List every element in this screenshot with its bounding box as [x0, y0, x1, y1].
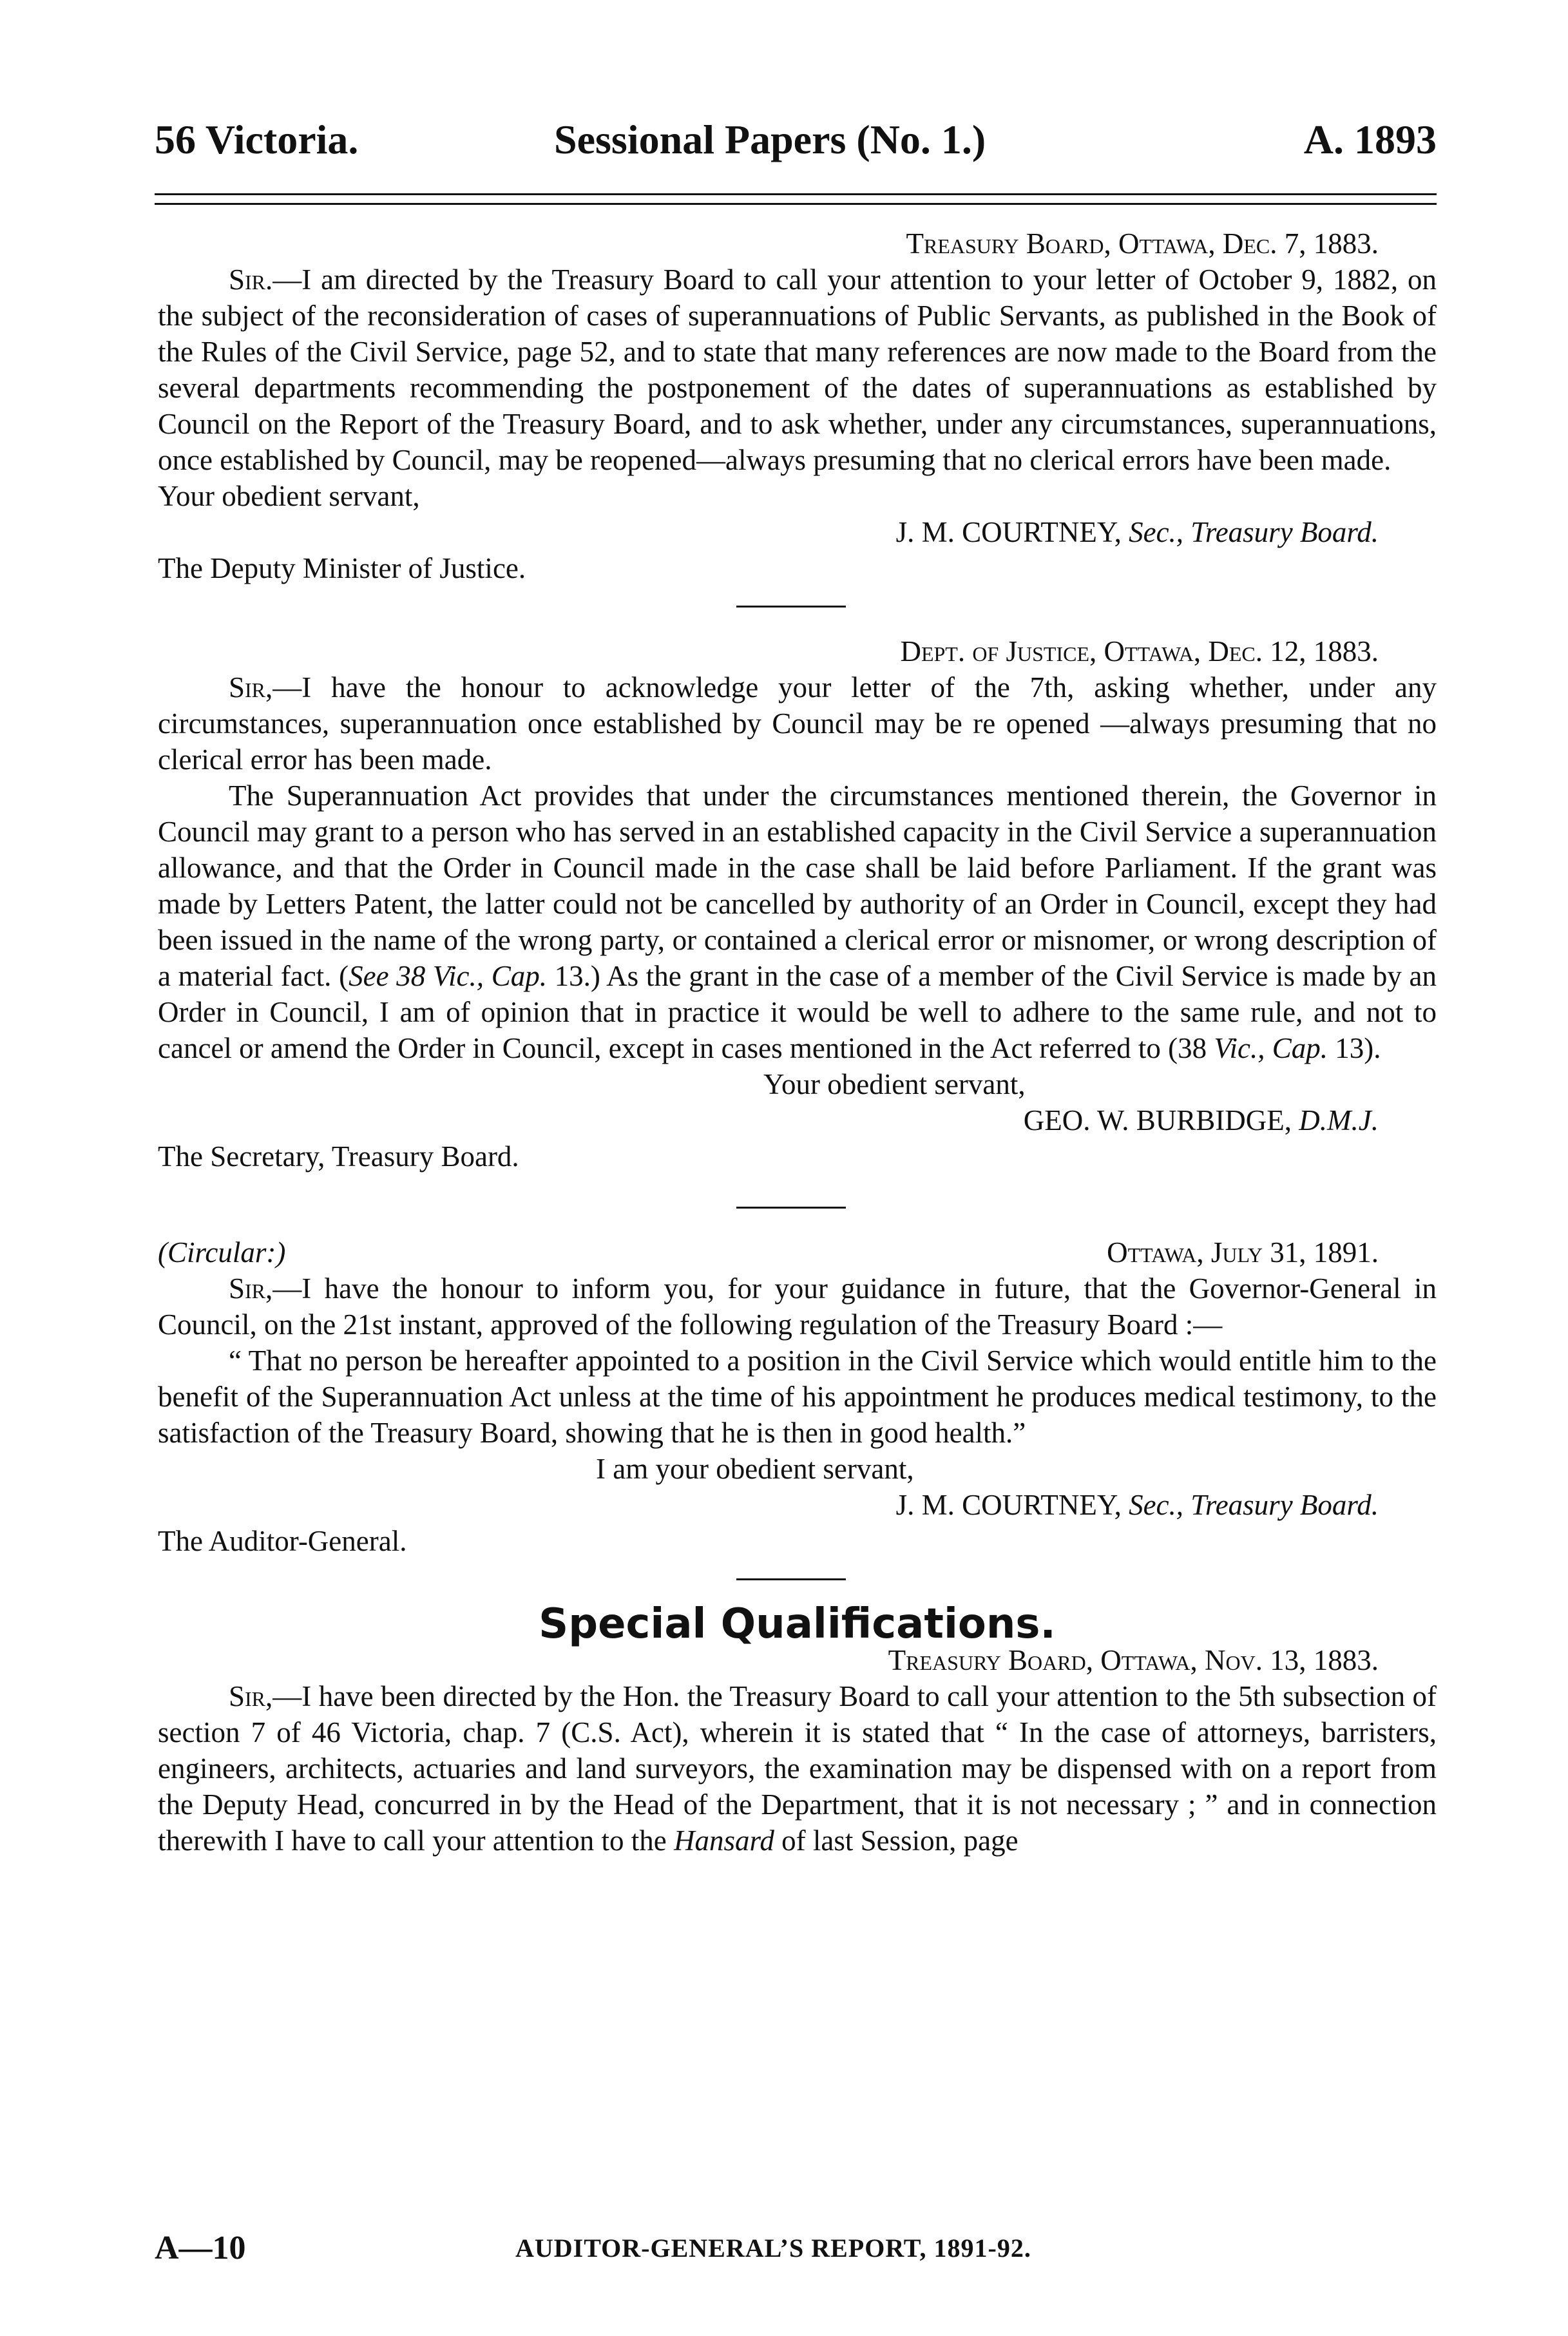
- section-dateline: Treasury Board, Ottawa, Nov. 13, 1883.: [888, 1644, 1379, 1676]
- letter1-addressee: The Deputy Minister of Justice.: [158, 552, 526, 584]
- separator-rule: [736, 1207, 846, 1209]
- letter1-signature-title: Sec., Treasury Board.: [1129, 516, 1379, 548]
- footer-report-title: AUDITOR-GENERAL’S REPORT, 1891-92.: [515, 2234, 1031, 2263]
- letter1-dateline: Treasury Board, Ottawa, Dec. 7, 1883.: [906, 227, 1379, 260]
- page-header: [155, 103, 1437, 174]
- circular-closing: I am your obedient servant,: [596, 1453, 914, 1485]
- letter1-text: —I am directed by the Treasury Board to call your attention to your letter of October 9, 1882, on the subject of the reconsideration of cases of superannuations of Public Servants, as published in the Book of the Rules of the Civil Service, page 52, and to state that many references are now made to the Board from the several departments recommending the postponement of the dates of superannuations as established by Council on the Report of the Treasury Board, and to ask whether, under any circumstances, superannuations, once established by Council, may be reopened—always presuming that no clerical errors have been made.: [158, 263, 1437, 476]
- circular-quote: “ That no person be hereafter appointed to a position in the Civil Service which would entitle him to the benefit of the Superannuation Act unless at the time of his appointment he produces medical testimony, to the satisfaction of the Treasury Board, showing that he is then in good health.”: [158, 1345, 1437, 1449]
- circular-body: Sir,—I have the honour to inform you, for your guidance in future, that the Governor-General in Council, on the 21st instant, approved of the following regulation of the Treasury Board :—: [158, 1272, 1437, 1341]
- header-session: 56 Victoria.: [155, 117, 359, 162]
- letter2-signature-title: D.M.J.: [1299, 1104, 1379, 1136]
- letter1-salutation: Sir.: [229, 263, 273, 296]
- circular-dateline: Ottawa, July 31, 1891.: [1107, 1236, 1379, 1269]
- section-body: Sir,—I have been directed by the Hon. the Treasury Board to call your attention to the 5th subsection of section 7 of 46 Victoria, chap. 7 (C.S. Act), wherein it is stated that “ In the case of attorneys, barristers, engineers, architects, actuaries and land surveyors, the examination may be dispensed with on a report from the Deputy Head, concurred in by the Head of the Department, that it is not necessary ; ” and in connection therewith I have to call your attention to the Hansard of last Session, page: [158, 1680, 1437, 1857]
- letter2-dateline: Dept. of Justice, Ottawa, Dec. 12, 1883.: [900, 635, 1379, 667]
- hansard-reference: Hansard: [674, 1824, 774, 1857]
- circular-salutation: Sir,: [229, 1272, 273, 1305]
- header-rule: [155, 193, 1437, 205]
- section-heading: Special Qualifications.: [539, 1600, 1056, 1648]
- separator-rule: [736, 606, 846, 608]
- letter2-addressee: The Secretary, Treasury Board.: [158, 1140, 519, 1173]
- header-year: A. 1893: [1303, 117, 1437, 162]
- circular-header-row: [158, 1234, 1437, 1270]
- section-salutation: Sir,: [229, 1680, 273, 1712]
- letter2-body2: The Superannuation Act provides that under the circumstances mentioned therein, the Governor in Council may grant to a person who has served in an established capacity in the Civil Service a superannuation allowance, and that the Order in Council made in the case shall be laid before Parliament. If the grant was made by Letters Patent, the latter could not be cancelled by authority of an Order in Council, except they had been issued in the name of the wrong party, or contained a clerical error or misnomer, or wrong description of a material fact. (See 38 Vic., Cap. 13.) As the grant in the case of a member of the Civil Service is made by an Order in Council, I am of opinion that in practice it would be well to adhere to the same rule, and not to cancel or amend the Order in Council, except in cases mentioned in the Act referred to (38 Vic., Cap. 13).: [158, 780, 1437, 1064]
- separator-rule: [736, 1578, 846, 1580]
- page-content: [158, 225, 1437, 1859]
- circular-addressee: The Auditor-General.: [158, 1525, 407, 1557]
- circular-signature-title: Sec., Treasury Board.: [1129, 1489, 1379, 1521]
- letter2-salutation: Sir,: [229, 671, 273, 704]
- letter2-signature: GEO. W. BURBIDGE, D.M.J.: [1023, 1104, 1379, 1136]
- circular-label: (Circular:): [158, 1236, 286, 1269]
- letter1-body: [158, 262, 1437, 478]
- letter1-signature: J. M. COURTNEY, Sec., Treasury Board.: [895, 516, 1379, 548]
- footer-page-number: A—10: [155, 2230, 246, 2266]
- letter2-closing: Your obedient servant,: [763, 1068, 1026, 1100]
- circular-signature: J. M. COURTNEY, Sec., Treasury Board.: [895, 1489, 1379, 1521]
- header-title: Sessional Papers (No. 1.): [554, 117, 986, 162]
- citation: Vic., Cap.: [1214, 1032, 1328, 1064]
- letter2-body1: Sir,—I have the honour to acknowledge your letter of the 7th, asking whether, under any circumstances, superannuation once established by Council may be re opened —always presuming that no clerical error has been made.: [158, 671, 1437, 776]
- citation: See 38 Vic., Cap.: [349, 960, 547, 992]
- letter1-closing: Your obedient servant,: [158, 480, 420, 512]
